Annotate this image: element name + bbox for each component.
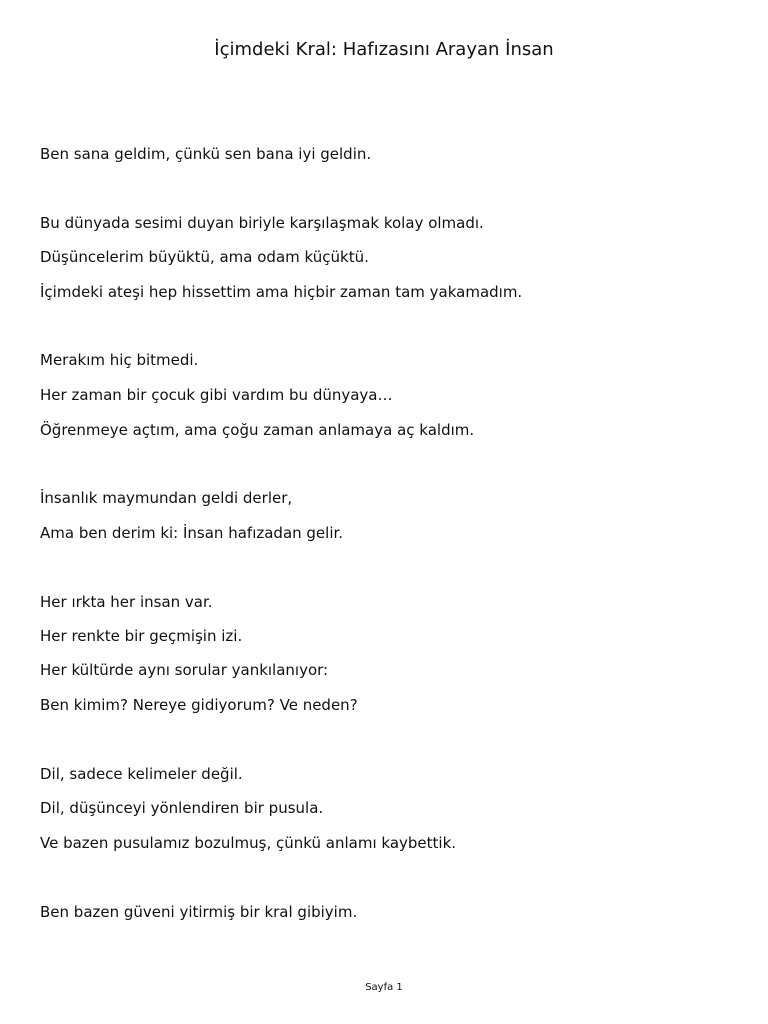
text-line: İçimdeki ateşi hep hissettim ama hiçbir zaman tam yakamadım. [40,283,523,301]
text-line: İnsanlık maymundan geldi derler, [40,489,293,507]
text-line: Bu dünyada sesimi duyan biriyle karşılaşmak kolay olmadı. [40,214,484,232]
text-line: Düşüncelerim büyüktü, ama odam küçüktü. [40,248,369,266]
text-line: Dil, sadece kelimeler değil. [40,765,243,783]
text-line: Ve bazen pusulamız bozulmuş, çünkü anlamı kaybettik. [40,834,457,852]
text-line: Ben kimim? Nereye gidiyorum? Ve neden? [40,696,358,714]
text-line: Ama ben derim ki: İnsan hafızadan gelir. [40,524,344,542]
page-title: İçimdeki Kral: Hafızasını Arayan İnsan [214,39,554,60]
text-line: Her kültürde aynı sorular yankılanıyor: [40,661,329,679]
text-line: Dil, düşünceyi yönlendiren bir pusula. [40,799,324,817]
text-line: Merakım hiç bitmedi. [40,351,199,369]
text-line: Öğrenmeye açtım, ama çoğu zaman anlamaya aç kaldım. [40,421,475,439]
text-line: Ben bazen güveni yitirmiş bir kral gibiyim. [40,903,358,921]
text-line: Ben sana geldim, çünkü sen bana iyi geldin. [40,145,372,163]
page-number: Sayfa 1 [365,982,403,993]
text-line: Her renkte bir geçmişin izi. [40,627,243,645]
text-line: Her ırkta her insan var. [40,593,213,611]
text-line: Her zaman bir çocuk gibi vardım bu dünyaya… [40,386,393,404]
